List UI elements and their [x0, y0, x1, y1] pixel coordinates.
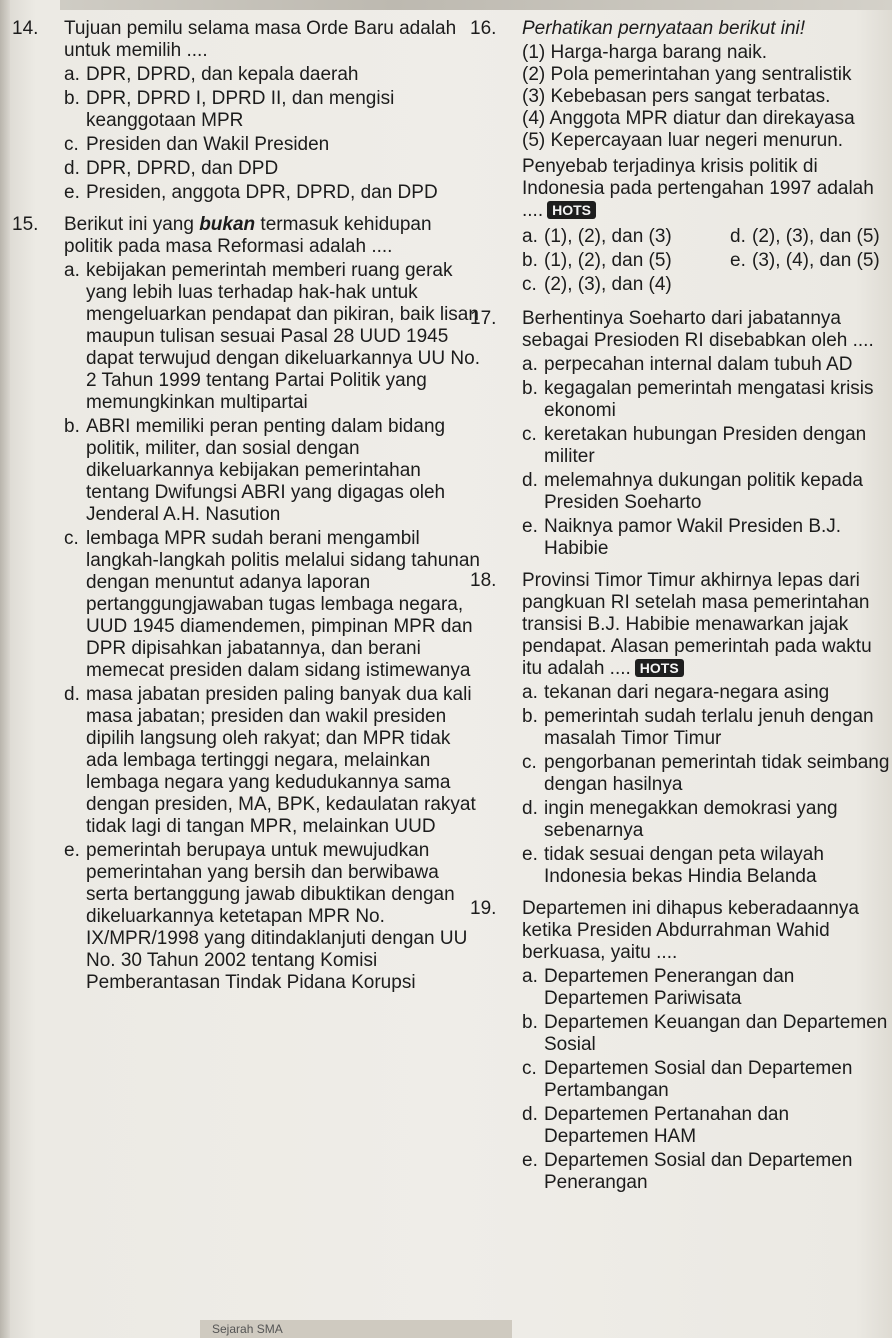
option-letter: c. [522, 1058, 537, 1079]
option-list [64, 64, 480, 204]
option-d[interactable] [522, 798, 890, 842]
book-spine-shadow [0, 0, 10, 1338]
stem-emphasis: bukan [199, 214, 256, 235]
option-letter: a. [64, 64, 80, 85]
option-list [522, 354, 890, 560]
stem-part: Berikut ini yang [64, 214, 200, 235]
right-column [470, 18, 890, 1204]
option-text: Departemen Sosial dan Departemen Penerangan [544, 1150, 853, 1193]
statement-item: (5) Kepercayaan luar negeri menurun. [522, 130, 844, 151]
question-stem [64, 214, 480, 258]
question-17 [470, 308, 890, 560]
question-18 [470, 570, 890, 888]
question-number: 18. [470, 570, 497, 591]
question-19 [470, 898, 890, 1194]
option-letter: a. [522, 226, 538, 247]
option-e[interactable] [64, 182, 480, 204]
option-text: keretakan hubungan Presiden dengan militer [544, 424, 867, 467]
statement-item: (4) Anggota MPR diatur dan direkayasa [522, 108, 855, 129]
option-a[interactable] [522, 226, 722, 248]
page-top-edge [60, 0, 892, 10]
option-text: perpecahan internal dalam tubuh AD [544, 354, 853, 375]
option-text: Departemen Sosial dan Departemen Pertambangan [544, 1058, 853, 1101]
option-list [522, 966, 890, 1194]
option-letter: c. [522, 424, 537, 445]
option-grid [522, 226, 890, 298]
option-letter: e. [64, 840, 80, 861]
page-footer: Sejarah SMA [200, 1320, 512, 1338]
option-text: kebijakan pemerintah memberi ruang gerak yang lebih luas terhadap hak-hak untuk mengeluarkan pendapat dan pikiran, baik lisan maupun tulisan sesuai Pasal 28 UUD 1945 dapat terwujud dengan dikeluarkannya UU No. 2 Tahun 1999 tentang Partai Politik yang memungkinkan multipartai [86, 260, 480, 413]
option-c[interactable] [522, 752, 890, 796]
stem-text: Provinsi Timor Timur akhirnya lepas dari pangkuan RI setelah masa pemerintahan transisi B.J. Habibie menawarkan jajak pendapat. Alasan pemerintah pada waktu itu adalah .... [522, 570, 872, 679]
question-stem: Tujuan pemilu selama masa Orde Baru adalah untuk memilih .... [64, 18, 457, 61]
option-text: Presiden dan Wakil Presiden [86, 134, 330, 155]
option-a[interactable] [522, 354, 890, 376]
question-stem: Departemen ini dihapus keberadaannya ketika Presiden Abdurrahman Wahid berkuasa, yaitu .... [522, 898, 859, 963]
option-c[interactable] [522, 274, 722, 296]
option-letter: c. [64, 134, 79, 155]
option-text: (1), (2), dan (5) [544, 250, 672, 271]
question-number: 16. [470, 18, 497, 39]
option-e[interactable] [730, 250, 892, 272]
option-c[interactable] [522, 1058, 890, 1102]
prompt-text: Penyebab terjadinya krisis politik di Indonesia pada pertengahan 1997 adalah .... [522, 156, 874, 221]
option-letter: a. [64, 260, 80, 281]
option-b[interactable] [64, 416, 480, 526]
option-e[interactable] [522, 844, 890, 888]
option-text: tekanan dari negara-negara asing [544, 682, 830, 703]
option-letter: e. [730, 250, 746, 271]
option-letter: d. [522, 1104, 538, 1125]
option-text: masa jabatan presiden paling banyak dua kali masa jabatan; presiden dan wakil presiden dipilih langsung oleh rakyat; dan MPR tidak ada lembaga tertinggi negara, melainkan lembaga negara yang kedudukannya sama dengan presiden, MA, BPK, kedaulatan rakyat tidak lagi di tangan MPR, melainkan UUD [86, 684, 476, 837]
option-text: Departemen Penerangan dan Departemen Pariwisata [544, 966, 795, 1009]
question-number: 14. [12, 18, 39, 39]
option-text: pengorbanan pemerintah tidak seimbang dengan hasilnya [544, 752, 890, 795]
option-letter: d. [522, 470, 538, 491]
option-letter: a. [522, 966, 538, 987]
option-text: DPR, DPRD I, DPRD II, dan mengisi keanggotaan MPR [86, 88, 395, 131]
option-d[interactable] [522, 470, 890, 514]
option-letter: b. [522, 378, 538, 399]
question-14 [12, 18, 480, 204]
option-letter: d. [730, 226, 746, 247]
option-letter: c. [522, 274, 537, 295]
option-list [64, 260, 480, 994]
option-letter: c. [522, 752, 537, 773]
question-number: 19. [470, 898, 497, 919]
question-number: 17. [470, 308, 497, 329]
option-b[interactable] [522, 706, 890, 750]
option-a[interactable] [522, 966, 890, 1010]
option-text: pemerintah sudah terlalu jenuh dengan masalah Timor Timur [544, 706, 874, 749]
option-text: lembaga MPR sudah berani mengambil langkah-langkah politis melalui sidang tahunan dengan menuntut adanya laporan pertanggungjawaban tugas lembaga negara, UUD 1945 diamendemen, pimpinan MPR dan DPR dipisahkan jabatannya, dan berani memecat presiden dalam sidang istimewanya [86, 528, 480, 681]
option-letter: d. [522, 798, 538, 819]
option-text: (1), (2), dan (3) [544, 226, 672, 247]
option-text: melemahnya dukungan politik kepada Presiden Soeharto [544, 470, 863, 513]
option-text: Departemen Pertanahan dan Departemen HAM [544, 1104, 790, 1147]
option-letter: b. [522, 1012, 538, 1033]
option-b[interactable] [64, 88, 480, 132]
option-d[interactable] [64, 158, 480, 180]
option-b[interactable] [522, 1012, 890, 1056]
option-letter: e. [522, 516, 538, 537]
option-text: Naiknya pamor Wakil Presiden B.J. Habibie [544, 516, 842, 559]
hots-badge: HOTS [635, 659, 684, 677]
option-e[interactable] [522, 516, 890, 560]
option-c[interactable] [522, 424, 890, 468]
option-text: Departemen Keuangan dan Departemen Sosial [544, 1012, 888, 1055]
option-text: tidak sesuai dengan peta wilayah Indonesia bekas Hindia Belanda [544, 844, 824, 887]
option-e[interactable] [522, 1150, 890, 1194]
option-list [522, 682, 890, 888]
option-letter: a. [522, 682, 538, 703]
option-letter: a. [522, 354, 538, 375]
option-letter: b. [64, 88, 80, 109]
option-text: pemerintah berupaya untuk mewujudkan pemerintahan yang bersih dan berwibawa serta bertanggung jawab dibuktikan dengan dikeluarkannya ketetapan MPR No. IX/MPR/1998 yang ditindaklanjuti dengan UU No. 30 Tahun 2002 tentang Komisi Pemberantasan Tindak Pidana Korupsi [86, 840, 468, 993]
option-d[interactable] [730, 226, 892, 248]
option-text: kegagalan pemerintah mengatasi krisis ekonomi [544, 378, 874, 421]
question-stem: Berhentinya Soeharto dari jabatannya sebagai Presioden RI disebabkan oleh .... [522, 308, 874, 351]
option-c[interactable] [64, 134, 480, 156]
option-text: (2), (3), dan (4) [544, 274, 672, 295]
option-b[interactable] [522, 378, 890, 422]
option-a[interactable] [64, 64, 480, 86]
option-text: ingin menegakkan demokrasi yang sebenarnya [544, 798, 838, 841]
option-letter: e. [522, 1150, 538, 1171]
statement-item: (3) Kebebasan pers sangat terbatas. [522, 86, 831, 107]
option-a[interactable] [522, 682, 890, 704]
question-stem [522, 570, 890, 680]
option-text: DPR, DPRD, dan kepala daerah [86, 64, 359, 85]
option-letter: b. [522, 706, 538, 727]
option-letter: b. [522, 250, 538, 271]
option-e[interactable] [64, 840, 480, 994]
question-stem: Perhatikan pernyataan berikut ini! [522, 18, 806, 39]
option-letter: b. [64, 416, 80, 437]
hots-badge: HOTS [547, 201, 596, 219]
option-a[interactable] [64, 260, 480, 414]
option-d[interactable] [522, 1104, 890, 1148]
option-d[interactable] [64, 684, 480, 838]
statement-list [522, 42, 890, 152]
question-prompt [522, 156, 890, 222]
option-letter: d. [64, 158, 80, 179]
question-number: 15. [12, 214, 39, 235]
question-15 [12, 214, 480, 994]
statement-item: (1) Harga-harga barang naik. [522, 42, 768, 63]
stem-part: termasuk kehidupan politik pada masa Reformasi adalah .... [64, 214, 432, 257]
option-letter: c. [64, 528, 79, 549]
option-b[interactable] [522, 250, 722, 272]
statement-item: (2) Pola pemerintahan yang sentralistik [522, 64, 852, 85]
option-text: Presiden, anggota DPR, DPRD, dan DPD [86, 182, 438, 203]
option-text: (3), (4), dan (5) [752, 250, 880, 271]
option-text: ABRI memiliki peran penting dalam bidang politik, militer, dan sosial dengan dikeluarkannya kebijakan pemerintahan tentang Dwifungsi ABRI yang digagas oleh Jenderal A.H. Nasution [86, 416, 446, 525]
left-column [12, 18, 480, 1004]
option-text: DPR, DPRD, dan DPD [86, 158, 279, 179]
option-text: (2), (3), dan (5) [752, 226, 880, 247]
option-letter: d. [64, 684, 80, 705]
option-c[interactable] [64, 528, 480, 682]
option-letter: e. [522, 844, 538, 865]
question-16 [470, 18, 890, 298]
option-letter: e. [64, 182, 80, 203]
